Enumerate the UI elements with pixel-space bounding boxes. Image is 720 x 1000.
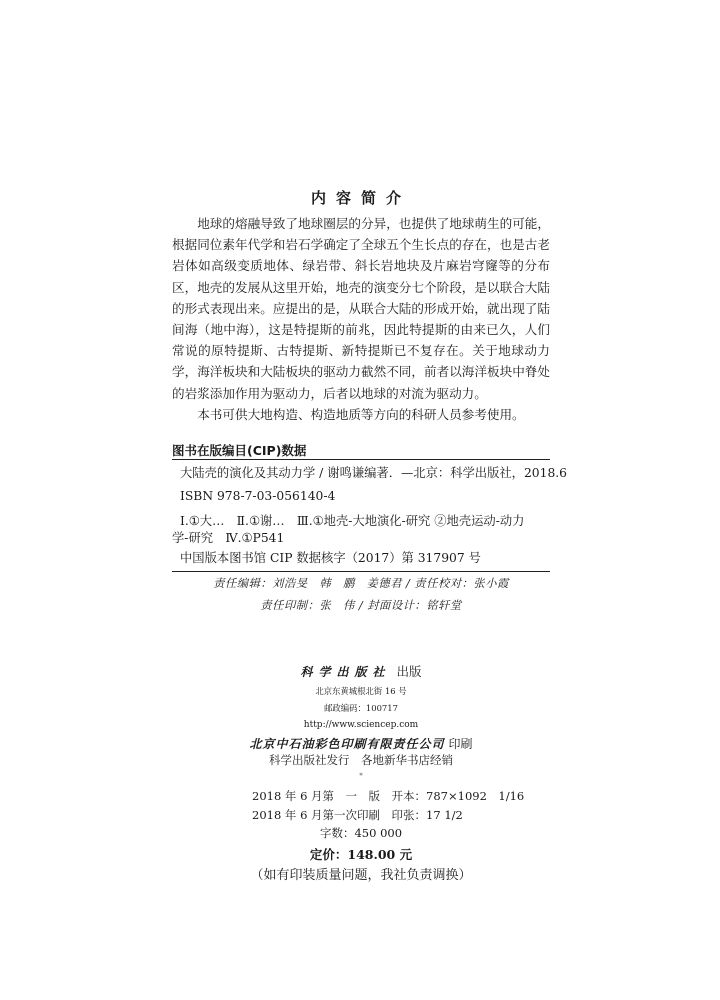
- cip-verification: 中国版本图书馆 CIP 数据核字（2017）第 317907 号: [180, 551, 481, 565]
- cip-top-rule: [172, 459, 550, 460]
- publisher-postcode: 邮政编码：100717: [324, 703, 398, 713]
- abstract-paragraph-2: 本书可供大地构造、构造地质等方向的科研人员参考使用。: [197, 406, 525, 422]
- edition-line-2: 2018 年 6 月第一次印刷 印张：17 1/2: [252, 808, 463, 822]
- publisher-address: 北京东黄城根北街 16 号: [315, 686, 407, 696]
- price: 定价：148.00 元: [309, 847, 413, 862]
- printer-name: 北京中石油彩色印刷有限责任公司: [249, 737, 445, 751]
- distribution-line: 科学出版社发行 各地新华书店经销: [269, 753, 453, 767]
- cip-header: 图书在版编目(CIP)数据: [172, 443, 307, 458]
- cip-classification-line-1: Ⅰ.①大… Ⅱ.①谢… Ⅲ.①地壳-大地演化-研究 ②地壳运动-动力: [180, 514, 525, 528]
- abstract-title: 内容简介: [310, 189, 411, 207]
- quality-note: （如有印装质量问题，我社负责调换）: [250, 868, 472, 883]
- publisher-name: 科学出版社: [300, 665, 391, 679]
- cip-classification-line-2: 学-研究 Ⅳ.①P541: [172, 531, 285, 545]
- abstract-body: [172, 213, 550, 425]
- cip-record: 大陆壳的演化及其动力学 / 谢鸣谦编著．—北京：科学出版社，2018.6: [180, 466, 568, 480]
- abstract-paragraph-1: 地球的熔融导致了地球圈层的分异，也提供了地球萌生的可能，根据同位素年代学和岩石学确定了全球五个生长点的存在，也是古老岩体如高级变质地体、绿岩带、斜长岩地块及片麻岩穹窿等的分布区，地壳的发展从这里开始，地壳的演变分七个阶段，是以联合大陆的形式表现出来。应提出的是，从联合大陆的形成开始，就出现了陆间海（地中海），这是特提斯的前兆，因此特提斯的由来已久，人们常说的原特提斯、古特提斯、新特提斯已不复存在。关于地球动力学，海洋板块和大陆板块的驱动力截然不同，前者以海洋板块中脊处的岩浆添加作用为驱动力，后者以地球的对流为驱动力。: [172, 216, 550, 401]
- credits-block: [172, 573, 550, 617]
- edition-line-1: 2018 年 6 月第 一 版 开本：787×1092 1/16: [252, 789, 525, 803]
- credits-line-2: 责任印制：张 伟 / 封面设计：铭轩堂: [260, 599, 462, 612]
- credits-line-1: 责任编辑：刘浩旻 韩 鹏 姜德君 / 责任校对：张小霞: [213, 577, 509, 590]
- publisher-url: http://www.sciencep.com: [303, 720, 419, 730]
- separator-star: *: [359, 772, 363, 780]
- publisher-line: [172, 662, 550, 680]
- cip-isbn: ISBN 978-7-03-056140-4: [180, 489, 336, 503]
- printer-action: 印刷: [448, 737, 473, 751]
- word-count: 字数：450 000: [319, 826, 403, 840]
- cip-bottom-rule: [172, 571, 550, 572]
- cip-block: [172, 462, 568, 570]
- publisher-action: 出版: [396, 664, 422, 679]
- printer-line: [172, 735, 550, 752]
- cip-classification: [172, 513, 550, 547]
